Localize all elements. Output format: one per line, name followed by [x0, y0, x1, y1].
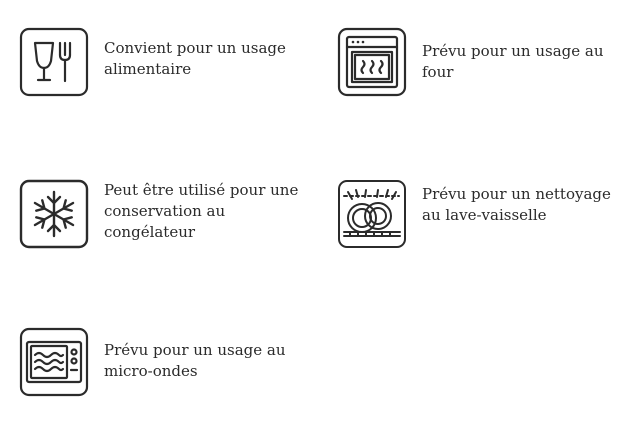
microwave-safe-item: [18, 326, 314, 398]
food-safe-item: [18, 26, 314, 98]
freezer-safe-label: Peut être utilisé pour une conservation au congélateur: [104, 181, 299, 241]
oven-icon: [336, 26, 408, 98]
food-safe-label: Convient pour un usage alimentaire: [104, 39, 286, 78]
oven-safe-label: Prévu pour un usage au four: [422, 42, 604, 81]
microwave-icon: [18, 326, 90, 398]
glass-fork-icon: [18, 26, 90, 98]
dishwasher-icon: [336, 178, 408, 250]
oven-safe-item: [336, 26, 632, 98]
microwave-safe-label: Prévu pour un usage au micro-ondes: [104, 341, 286, 380]
dishwasher-safe-label: Prévu pour un nettoyage au lave-vaisselle: [422, 185, 611, 224]
snowflake-icon: [18, 178, 90, 250]
freezer-safe-item: [18, 178, 319, 250]
dishwasher-safe-item: [336, 178, 632, 250]
